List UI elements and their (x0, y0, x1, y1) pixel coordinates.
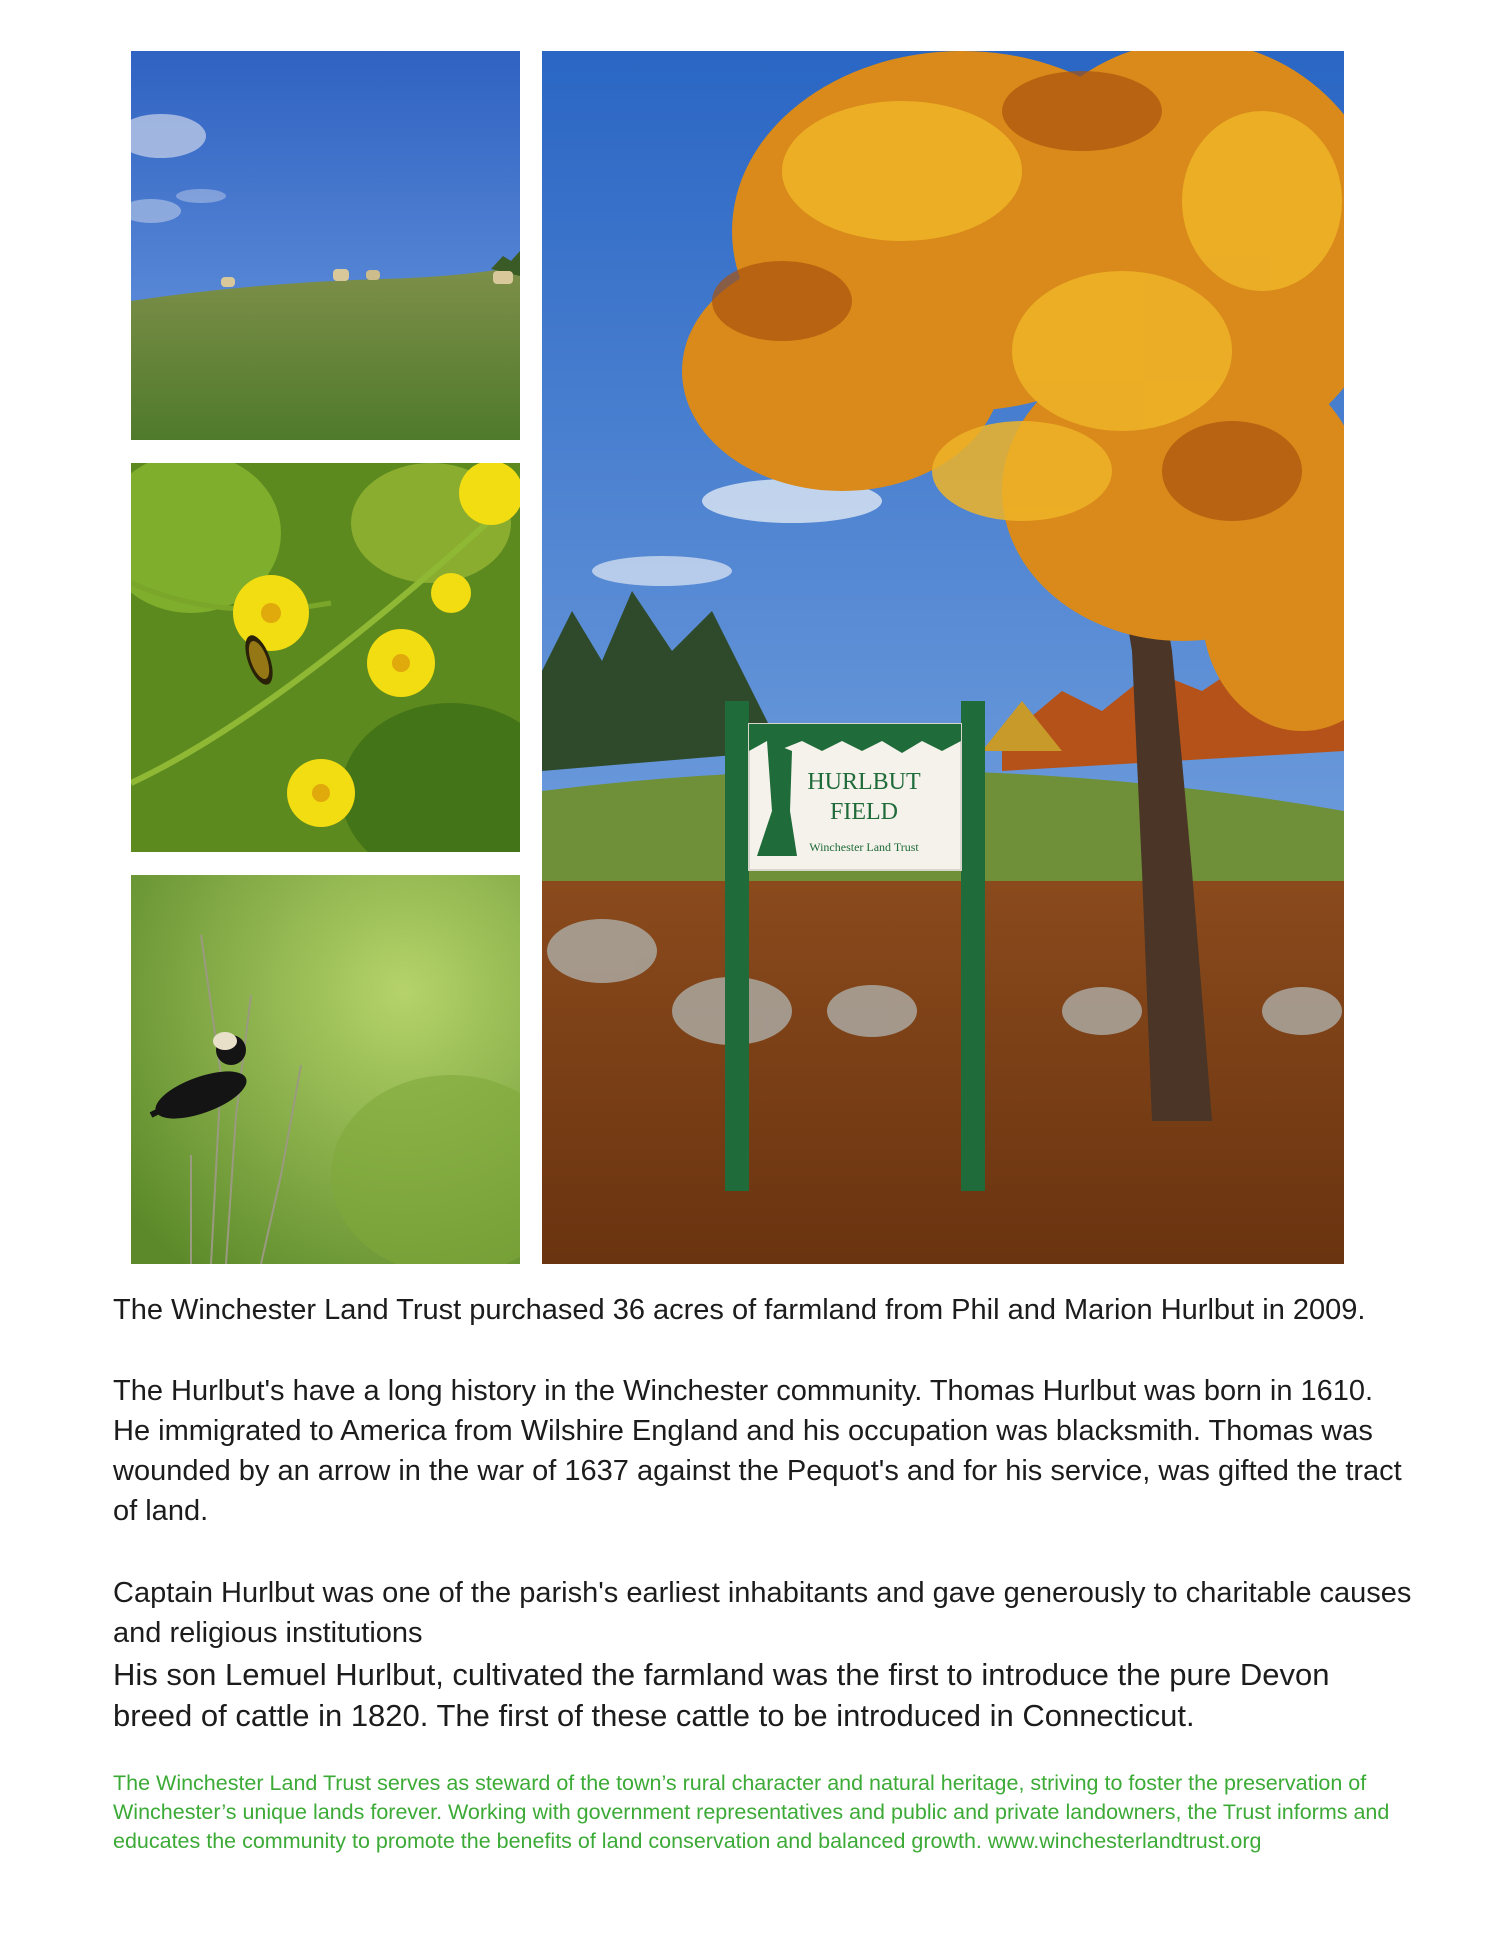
intro-paragraph: The Winchester Land Trust purchased 36 acres of farmland from Phil and Marion Hurlbut in 2009. (113, 1294, 1366, 1326)
hay-bales-field-photo (131, 51, 520, 440)
lemuel-paragraph: His son Lemuel Hurlbut, cultivated the farmland was the first to introduce the pure Devon breed of cattle in 1820. The first of these cattle to be introduced in Connecticut. (113, 1657, 1330, 1733)
sign-title-line1: HURLBUT (807, 769, 921, 795)
st-johns-wort-hoverfly-photo (131, 463, 520, 852)
hurlbut-field-sign-maple-photo (542, 51, 1344, 1264)
captain-paragraph: Captain Hurlbut was one of the parish's earliest inhabitants and gave generously to charitable causes and religious institutions (113, 1577, 1412, 1649)
sign-subtitle: Winchester Land Trust (809, 840, 919, 854)
bobolink-photo (131, 875, 520, 1264)
sign-title-line2: FIELD (830, 799, 898, 825)
history-paragraph: The Hurlbut's have a long history in the Winchester community. Thomas Hurlbut was born in 1610. He immigrated to America from Wilshire England and his occupation was blacksmith. Thomas was wounded by an arrow in the war of 1637 against the Pequot's and for his service, was gifted the tract of land. (113, 1375, 1402, 1527)
mission-statement: The Winchester Land Trust serves as steward of the town’s rural character and natural heritage, striving to foster the preservation of Winchester’s unique lands forever. Working with government representatives and public and private landowners, the Trust informs and educates the community to promote the benefits of land conservation and balanced growth. www.winchesterlandtrust.org (113, 1771, 1390, 1853)
